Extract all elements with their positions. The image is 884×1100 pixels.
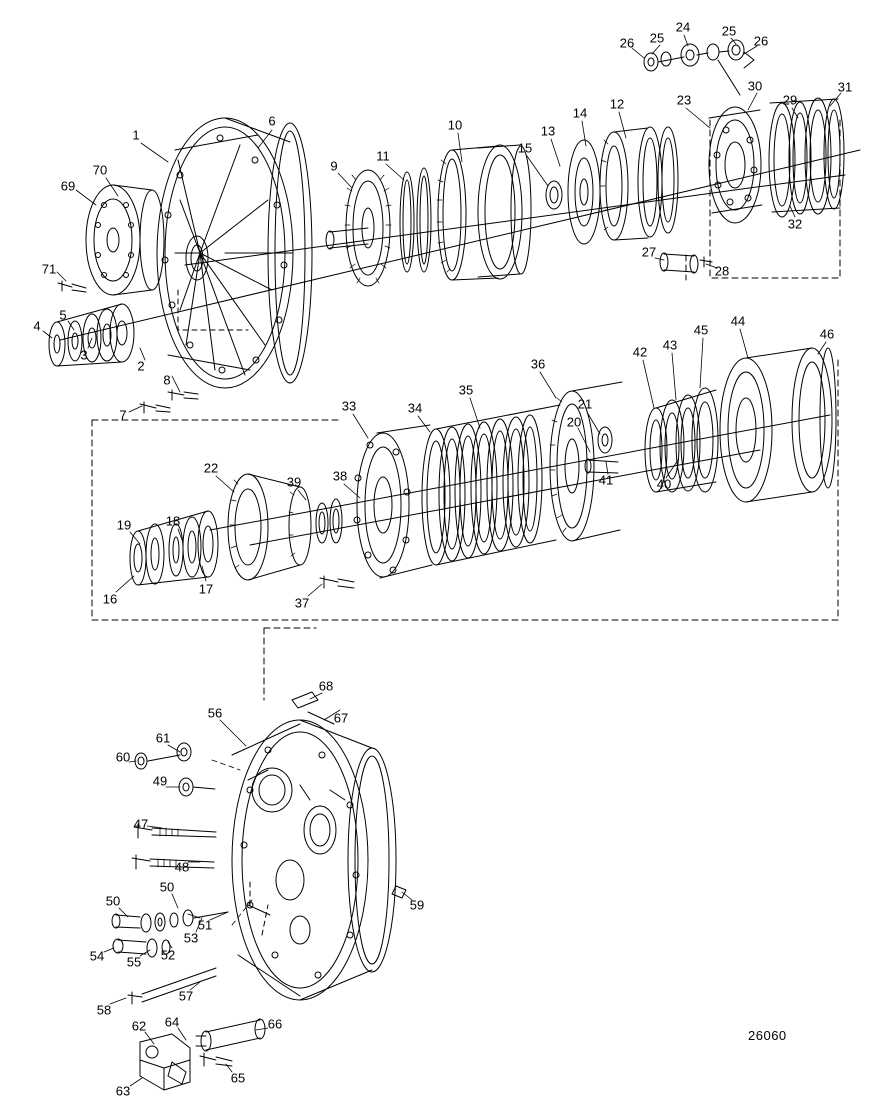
callout-2: 2: [137, 358, 145, 374]
callout-27: 27: [641, 244, 657, 260]
callout-19: 19: [116, 517, 132, 533]
callout-52: 52: [160, 947, 176, 963]
callout-54: 54: [89, 948, 105, 964]
callout-50-b: 50: [159, 879, 175, 895]
callout-64: 64: [164, 1014, 180, 1030]
callout-68: 68: [318, 678, 334, 694]
callout-41: 41: [598, 472, 614, 488]
callout-23: 23: [676, 92, 692, 108]
callout-25-b: 25: [721, 23, 737, 39]
callout-53: 53: [183, 930, 199, 946]
callout-71: 71: [41, 261, 57, 277]
callout-4: 4: [33, 318, 41, 334]
callout-70: 70: [92, 162, 108, 178]
callout-28: 28: [714, 263, 730, 279]
callout-63: 63: [115, 1083, 131, 1099]
callout-45: 45: [693, 322, 709, 338]
callout-57: 57: [178, 988, 194, 1004]
callout-32: 32: [787, 216, 803, 232]
callout-46: 46: [819, 326, 835, 342]
callout-14: 14: [572, 105, 588, 121]
callout-5: 5: [59, 307, 67, 323]
callout-24: 24: [675, 19, 691, 35]
callout-69: 69: [60, 178, 76, 194]
callout-25-a: 25: [649, 30, 665, 46]
callout-66: 66: [267, 1016, 283, 1032]
callout-33: 33: [341, 398, 357, 414]
callout-42: 42: [632, 344, 648, 360]
callout-48: 48: [174, 859, 190, 875]
callout-51: 51: [197, 917, 213, 933]
callout-7: 7: [119, 407, 127, 423]
callout-31: 31: [837, 79, 853, 95]
callout-12: 12: [609, 96, 625, 112]
callout-35: 35: [458, 382, 474, 398]
callout-47: 47: [133, 816, 149, 832]
callout-40: 40: [656, 476, 672, 492]
callout-61: 61: [155, 730, 171, 746]
callout-6: 6: [268, 113, 276, 129]
callout-10: 10: [447, 117, 463, 133]
callout-59: 59: [409, 897, 425, 913]
callout-21: 21: [577, 396, 593, 412]
callout-44: 44: [730, 313, 746, 329]
callout-3: 3: [80, 347, 88, 363]
callout-15: 15: [517, 140, 533, 156]
callout-62: 62: [131, 1018, 147, 1034]
callout-39: 39: [286, 474, 302, 490]
callout-22: 22: [203, 460, 219, 476]
callout-11: 11: [376, 148, 390, 164]
callout-49: 49: [152, 773, 168, 789]
callout-50-a: 50: [105, 893, 121, 909]
callout-60: 60: [115, 749, 131, 765]
callout-36: 36: [530, 356, 546, 372]
callout-37: 37: [294, 595, 310, 611]
callout-34: 34: [407, 400, 423, 416]
callout-18: 18: [165, 513, 181, 529]
callout-67: 67: [333, 710, 349, 726]
callout-26-a: 26: [619, 35, 635, 51]
callout-9: 9: [330, 158, 338, 174]
drawing-number: 26060: [748, 1028, 787, 1043]
callout-65: 65: [230, 1070, 246, 1086]
callout-16: 16: [102, 591, 118, 607]
callout-55: 55: [126, 954, 142, 970]
callout-1: 1: [132, 127, 140, 143]
callout-20: 20: [566, 414, 582, 430]
callout-13: 13: [540, 123, 556, 139]
callout-43: 43: [662, 337, 678, 353]
callout-29: 29: [782, 92, 798, 108]
callout-30: 30: [747, 78, 763, 94]
callout-38: 38: [332, 468, 348, 484]
callout-58: 58: [96, 1002, 112, 1018]
callout-26-b: 26: [753, 33, 769, 49]
callout-56: 56: [207, 705, 223, 721]
callout-8: 8: [163, 372, 171, 388]
callout-17: 17: [198, 581, 214, 597]
